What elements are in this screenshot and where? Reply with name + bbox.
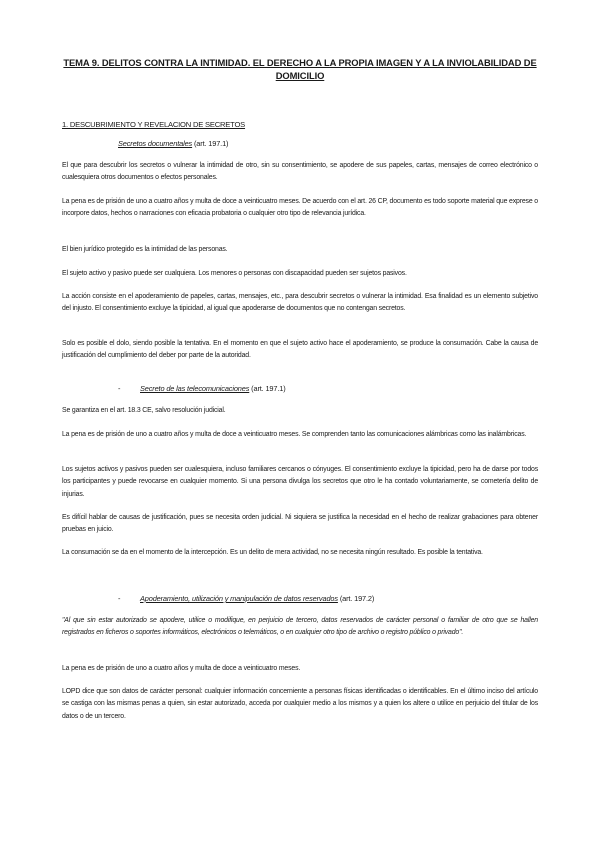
paragraph: El sujeto activo y pasivo puede ser cualquiera. Los menores o personas con discapacidad pueden ser sujetos pasivos. <box>62 270 407 277</box>
paragraph: La pena es de prisión de uno a cuatro años y multa de doce a veinticuatro meses. De acuerdo con el art. 26 CP, documento es todo soporte material que exprese o incorpore datos, hechos o narraciones con eficacia probatoria o cualquier otro tipo de relevancia jurídica. <box>62 198 538 218</box>
paragraph: La pena es de prisión de uno a cuatro años y multa de doce a veinticuatro meses. Se comprenden tanto las comunicaciones alámbricas como las inalámbricas. <box>62 431 527 438</box>
paragraph: LOPD dice que son datos de carácter personal: cualquier información concerniente a personas físicas identificadas o identificables. En el último inciso del artículo se castiga con las mismas penas a quien, sin estar autorizado, acceda por cualquier medio a los mismos y a quien los altere o utilice en perjuicio del titular de los datos o de un tercero. <box>62 688 538 720</box>
subheading-datos-reservados <box>140 594 374 603</box>
paragraph: El que para descubrir los secretos o vulnerar la intimidad de otro, sin su consentimiento, se apodere de sus papeles, cartas, mensajes de correo electrónico o cualesquiera otros documentos o efectos personales. <box>62 162 538 182</box>
paragraph: La pena es de prisión de uno a cuatro años y multa de doce a veinticuatro meses. <box>62 665 301 672</box>
paragraph: Los sujetos activos y pasivos pueden ser cualesquiera, incluso familiares cercanos o cónyuges. El consentimiento excluye la tipicidad, pero ha de darse por todos los participantes y puede revocarse en cualquier momento. Si una persona divulga los secretos que otro le ha contado voluntariamente, se cometería delito de injurias. <box>62 466 538 498</box>
document-title: TEMA 9. DELITOS CONTRA LA INTIMIDAD. EL DERECHO A LA PROPIA IMAGEN Y A LA INVIOLABILIDAD DE DOMICILIO <box>63 57 537 81</box>
list-dash: - <box>118 384 121 393</box>
paragraph: Es difícil hablar de causas de justificación, pues se necesita orden judicial. Ni siquiera se justifica la necesidad en el hecho de realizar grabaciones para obtener pruebas en juicio. <box>62 514 538 534</box>
paragraph: La acción consiste en el apoderamiento de papeles, cartas, mensajes, etc., para descubrir secretos o vulnerar la intimidad. Esa finalidad es un elemento subjetivo del injusto. El consentimiento excluye la tipicidad, al igual que apoderarse de documentos que no contengan secretos. <box>62 293 538 313</box>
paragraph: Se garantiza en el art. 18.3 CE, salvo resolución judicial. <box>62 407 226 414</box>
subheading-name: Apoderamiento, utilización y manipulación de datos reservados <box>140 594 338 603</box>
paragraph: La consumación se da en el momento de la intercepción. Es un delito de mera actividad, no se necesita ningún resultado. Es posible la tentativa. <box>62 549 483 556</box>
subheading-ref: (art. 197.1) <box>192 139 229 148</box>
subheading-name: Secretos documentales <box>118 139 193 148</box>
paragraph: El bien jurídico protegido es la intimidad de las personas. <box>62 246 228 253</box>
subheading-ref: (art. 197.2) <box>337 594 375 603</box>
list-dash: - <box>118 594 121 603</box>
subheading-secretos-documentales <box>118 139 228 148</box>
subheading-name: Secreto de las telecomunicaciones <box>140 384 250 393</box>
paragraph: Solo es posible el dolo, siendo posible la tentativa. En el momento en que el sujeto activo hace el apoderamiento, se produce la consumación. Cabe la causa de justificación del cumplimiento del deber por parte de la autoridad. <box>62 340 538 360</box>
legal-quote: "Al que sin estar autorizado se apodere, utilice o modifique, en perjuicio de tercero, datos reservados de carácter personal o familiar de otro que se hallen registrados en ficheros o soportes informáticos, electrónicos o telemáticos, o en cualquier otro tipo de archivo o registro público o privado". <box>62 617 538 637</box>
subheading-ref: (art. 197.1) <box>249 384 286 393</box>
subheading-telecomunicaciones <box>140 384 286 393</box>
section-heading: 1. DESCUBRIMIENTO Y REVELACION DE SECRETOS <box>62 120 246 129</box>
